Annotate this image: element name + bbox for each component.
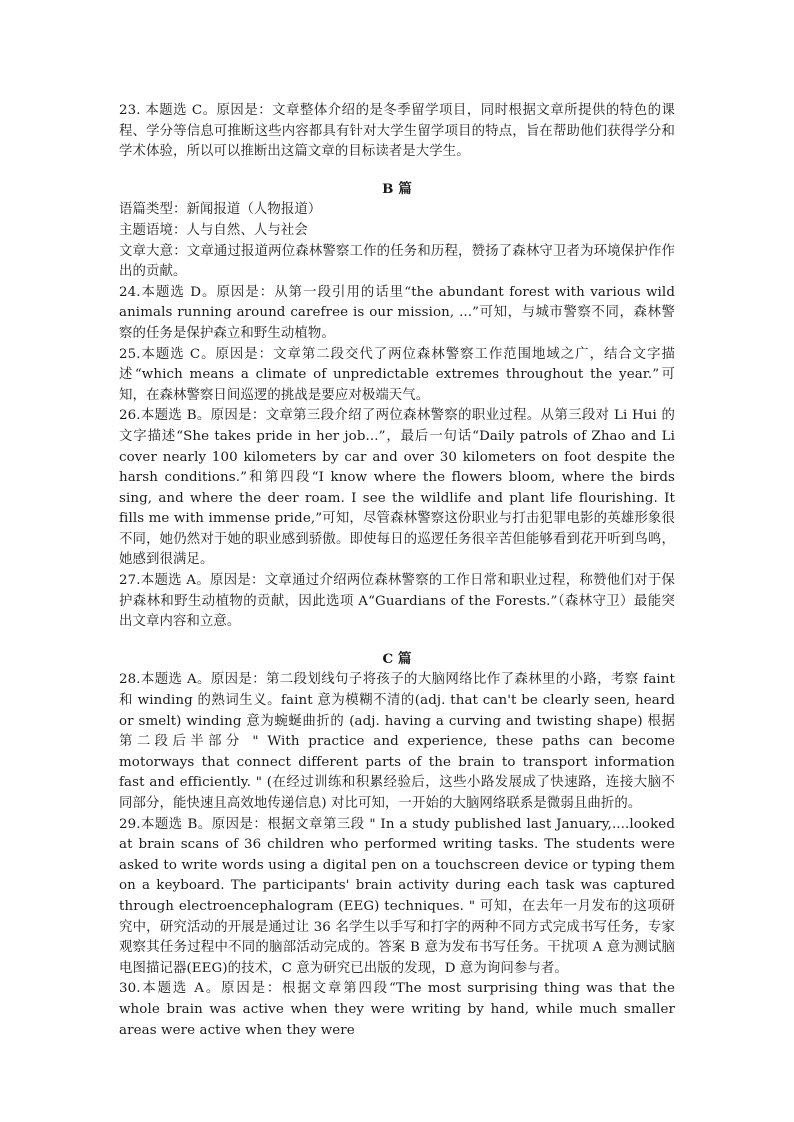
- answer-explanations: [119, 101, 675, 1041]
- answer-26: 26.本题选 B。原因是：文章第三段介绍了两位森林警察的职业过程。从第三段对 Li Hui 的文字描述“She takes pride in her job...”，最后一句话“Daily patrols of Zhao and Li cover nearly 100 kilometers by car and over 30 kilometers on foot despite the harsh conditions.”和第四段“I know where the flowers bloom, where the birds sing, and where the deer roam. I see the wildlife and plant life flourishing. It fills me with immense pride,”可知，尽管森林警察这份职业与打击犯罪电影的英雄形象很不同，她仍然对于她的职业感到骄傲。即使每日的巡逻任务很辛苦但能够看到花开听到鸟鸣，她感到很满足。: [119, 408, 675, 568]
- answer-29: 29.本题选 B。原因是：根据文章第三段 " In a study published last January,....looked at brain scans of 36 children who performed writing tasks. The students were asked to write words using a digital pen on a touchscreen device or typing them on a keyboard. The participants' brain activity during each task was captured through electroencephalogram (EEG) techniques. " 可知，在去年一月发布的这项研究中，研究活动的开展是通过让 36 名学生以手写和打字的两种不同方式完成书写任务，专家观察其任务过程中不同的脑部活动完成的。答案 B 意为发布书写任务。干扰项 A 意为测试脑电图描记器(EEG)的技术，C 意为研究已出版的发现，D 意为询问参与者。: [119, 816, 675, 976]
- section-b-theme: 主题语境：人与自然、人与社会: [119, 222, 308, 238]
- section-b-heading: B 篇: [382, 180, 412, 197]
- answer-28: 28.本题选 A。原因是：第二段划线句子将孩子的大脑网络比作了森林里的小路，考察 faint 和 winding 的熟词生义。faint 意为模糊不清的(adj. that can't be clearly seen, heard or smelt) winding 意为蜿蜒曲折的 (adj. having a curving and twisting shape) 根据第二段后半部分 " With practice and experience, these paths can become motorways that connect different parts of the brain to transport information fast and efficiently. " (在经过训练和积累经验后，这些小路发展成了快速路，连接大脑不同部分，能快速且高效地传递信息) 对比可知，一开始的大脑网络联系是微弱且曲折的。: [119, 672, 675, 811]
- answer-23: 23. 本题选 C。原因是：文章整体介绍的是冬季留学项目，同时根据文章所提供的特色的课程、学分等信息可推断这些内容都具有针对大学生留学项目的特点，旨在帮助他们获得学分和学术体验，所以可以推断出这篇文章的目标读者是大学生。: [119, 103, 675, 160]
- section-c-heading: C 篇: [382, 650, 412, 667]
- answer-30: 30.本题选 A。原因是：根据文章第四段“The most surprising thing was that the whole brain was active when they were writing by hand, while much smaller areas were active when they were: [119, 981, 675, 1038]
- answer-24: 24.本题选 D。原因是：从第一段引用的话里“the abundant forest with various wild animals running around carefree is our mission, ...”可知，与城市警察不同，森林警察的任务是保护森立和野生动植物。: [119, 284, 675, 341]
- section-b-genre: 语篇类型：新闻报道（人物报道）: [119, 202, 322, 218]
- answer-25: 25.本题选 C。原因是：文章第二段交代了两位森林警察工作范围地域之广，结合文字描述“which means a climate of unpredictable extremes throughout the year.”可知，在森林警察日间巡逻的挑战是要应对极端天气。: [119, 346, 676, 403]
- section-b-summary: 文章大意：文章通过报道两位森林警察工作的任务和历程，赞扬了森林守卫者为环境保护作作出的贡献。: [119, 243, 675, 280]
- answer-27: 27.本题选 A。原因是：文章通过介绍两位森林警察的工作日常和职业过程，称赞他们对于保护森林和野生动植物的贡献，因此选项 A“Guardians of the Forests.”（森林守卫）最能突出文章内容和立意。: [119, 573, 675, 630]
